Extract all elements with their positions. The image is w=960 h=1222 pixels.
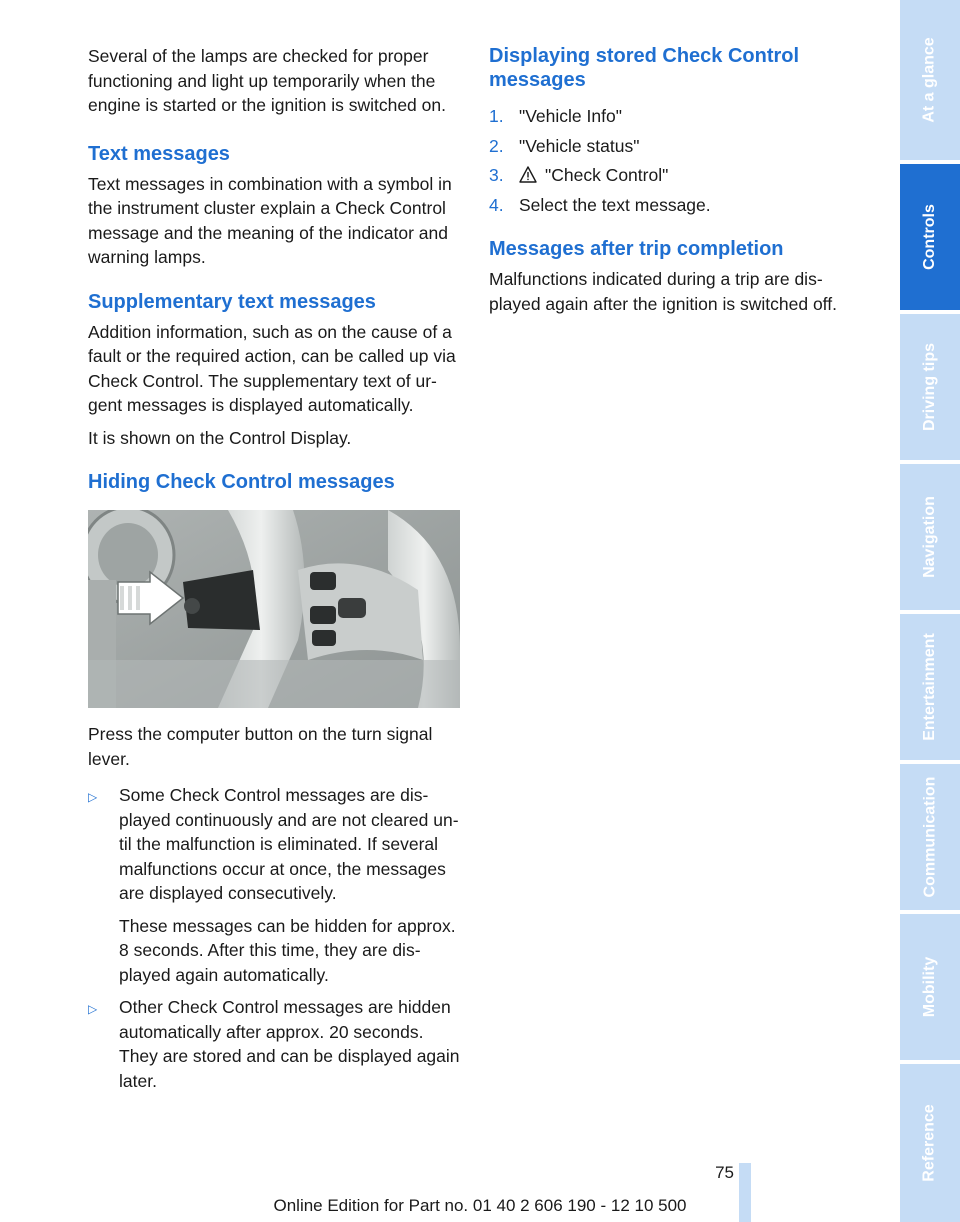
press-button-paragraph: Press the computer button on the turn signal lever. <box>88 724 433 769</box>
step-number: 2. <box>489 135 504 156</box>
step-item <box>489 193 839 218</box>
left-column <box>88 44 462 1101</box>
list-item <box>88 783 462 987</box>
tab-communication[interactable]: Communication <box>900 764 960 910</box>
step-item <box>489 104 839 129</box>
bullet-text: Some Check Control messages are dis-played continuously and are not cleared un-til the malfunction is eliminated. If several malfunctions occur at once, the messages are displayed consecutively. <box>119 785 459 903</box>
step-text: Select the text message. <box>519 194 711 215</box>
bullet-triangle-icon: ▷ <box>88 790 98 804</box>
right-column <box>489 44 839 324</box>
step-item <box>489 134 839 159</box>
text-messages-heading: Text messages <box>88 142 230 165</box>
step-number: 1. <box>489 106 504 126</box>
tab-entertainment[interactable]: Entertainment <box>900 614 960 760</box>
hiding-heading: Hiding Check Control messages <box>88 471 395 493</box>
step-number: 4. <box>489 194 504 215</box>
intro-paragraph: Several of the lamps are checked for proper functioning and light up temporarily when the engine is started or the ignition is switched on. <box>88 46 446 115</box>
step-text: "Vehicle status" <box>519 135 640 156</box>
supplementary-heading: Supplementary text messages <box>88 290 376 313</box>
text-messages-paragraph: Text messages in combination with a symbol in the instrument cluster explain a Check Control message and the meaning of the indicator and warning lamps. <box>88 173 452 267</box>
footer-text: Online Edition for Part no. 01 40 2 606 190 - 12 10 500 <box>273 1196 687 1215</box>
step-text: "Check Control" <box>545 165 669 185</box>
chapter-tabs <box>900 0 960 1222</box>
warning-triangle-icon <box>519 166 537 183</box>
step-item <box>489 163 839 188</box>
step-number: 3. <box>489 165 504 185</box>
bullet-triangle-icon: ▷ <box>88 1002 98 1016</box>
displaying-heading: Displaying stored Check Control messages <box>489 45 800 91</box>
tab-at-a-glance[interactable]: At a glance <box>900 0 960 160</box>
steps-list <box>489 104 839 217</box>
tab-mobility[interactable]: Mobility <box>900 914 960 1060</box>
list-item <box>88 995 462 1093</box>
bullet-text-continued: These messages can be hidden for approx. 8 seconds. After this time, they are dis-played again automatically. <box>119 915 456 985</box>
supplementary-paragraph-1: Addition information, such as on the cause of a fault or the required action, can be called up via Check Control. The supplementary text of ur-gent messages is displayed automatically. <box>88 321 456 415</box>
page-number: 75 <box>715 1163 734 1182</box>
tab-reference[interactable]: Reference <box>900 1064 960 1222</box>
bullet-text: Other Check Control messages are hidden automatically after approx. 20 seconds. They are stored and can be displayed again later. <box>119 997 460 1091</box>
step-text: "Vehicle Info" <box>519 106 622 126</box>
trip-completion-paragraph: Malfunctions indicated during a trip are dis-played again after the ignition is switched off. <box>489 269 837 314</box>
tab-navigation[interactable]: Navigation <box>900 464 960 610</box>
supplementary-paragraph-2: It is shown on the Control Display. <box>88 427 352 448</box>
steering-wheel-photo <box>88 510 460 708</box>
tab-controls[interactable]: Controls <box>900 164 960 310</box>
trip-completion-heading: Messages after trip completion <box>489 238 784 260</box>
bullet-list <box>88 783 462 1093</box>
tab-driving-tips[interactable]: Driving tips <box>900 314 960 460</box>
